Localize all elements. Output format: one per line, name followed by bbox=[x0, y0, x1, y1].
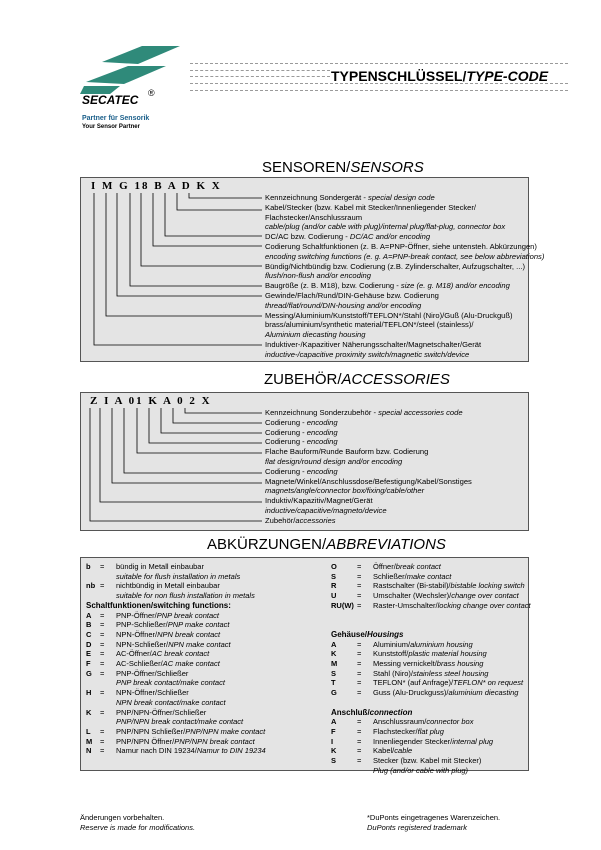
description-line: Codierung - encoding bbox=[265, 427, 338, 437]
abbreviation-row: Gehäuse/Housings bbox=[331, 629, 404, 639]
abbreviation-row: D = NPN-Schließer/NPN make contact bbox=[86, 639, 231, 649]
abbreviation-row: M = Messing vernickelt/brass housing bbox=[331, 659, 484, 668]
description-line: encoding switching functions (e. g. A=PNP-break contact, see below abbreviations) bbox=[265, 251, 545, 261]
abbreviation-row: Anschluß/connection bbox=[331, 707, 413, 717]
abbreviation-row: M = PNP/NPN Öffner/PNP/NPN break contact bbox=[86, 736, 255, 746]
abbreviation-row: C = NPN-Öffner/NPN break contact bbox=[86, 629, 221, 639]
abbreviation-row: Schaltfunktionen/switching functions: bbox=[86, 600, 231, 610]
description-line: Baugröße (z. B. M18), bzw. Codierung - size (e. g. M18) and/or encoding bbox=[265, 281, 510, 291]
accessories-code: Z I A 01 K A 0 2 X bbox=[90, 395, 212, 407]
accessories-title: ZUBEHÖR/ACCESSORIES bbox=[264, 371, 450, 388]
description-line: inductive/capacitive/magneto/device bbox=[265, 506, 387, 515]
tagline-de: Partner für Sensorik bbox=[82, 115, 150, 122]
abbreviation-row: L = PNP/NPN Schließer/PNP/NPN make contact bbox=[86, 726, 266, 736]
sensors-title: SENSOREN/SENSORS bbox=[262, 159, 424, 176]
description-line: Magnete/Winkel/Anschlussdose/Befestigung/Kabel/Sonstiges bbox=[265, 476, 472, 486]
description-line: Codierung Schaltfunktionen (z. B. A=PNP-Öffner, siehe untensteh. Abkürzungen) bbox=[265, 242, 537, 251]
abbreviation-row: nb = nichtbündig in Metall einbaubar bbox=[86, 581, 220, 591]
abbreviation-row: E = AC-Öffner/AC break contact bbox=[86, 649, 210, 659]
description-line: Induktiver-/Kapazitiver Näherungsschalter/Magnetschalter/Gerät bbox=[265, 340, 482, 349]
abbreviation-row: N = Namur nach DIN 19234/Namur to DIN 19234 bbox=[86, 746, 266, 756]
footer-right: *DuPonts eingetragenes Warenzeichen. DuPonts registered trademark bbox=[367, 813, 501, 832]
description-line: inductive-/capacitive proximity switch/magnetic switch/device bbox=[265, 349, 470, 359]
sensors-code: I M G 18 B A D K X bbox=[91, 180, 222, 192]
logo-text: SECATEC bbox=[82, 93, 139, 107]
description-line: Aluminium diecasting housing bbox=[265, 330, 366, 340]
description-line: Kennzeichnung Sonderzubehör - special accessories code bbox=[265, 408, 463, 417]
abbreviation-row: Plug (and/or cable with plug) bbox=[373, 765, 469, 775]
abbreviation-row: NPN break contact/make contact bbox=[116, 697, 226, 707]
description-line: flat design/round design and/or encoding bbox=[265, 457, 403, 466]
description-line: Codierung - encoding bbox=[265, 417, 338, 427]
description-line: Codierung - encoding bbox=[265, 437, 338, 447]
abbreviation-row: S = Stecker (bzw. Kabel mit Stecker) bbox=[331, 756, 482, 765]
abbreviation-row: suitable for non flush installation in metals bbox=[116, 591, 255, 601]
abbreviation-row: A = Anschlussraum/connector box bbox=[331, 717, 474, 727]
description-line: Gewinde/Flach/Rund/DIN-Gehäuse bzw. Codierung bbox=[265, 291, 439, 300]
description-line: magnets/angle/connector box/fixing/cable/other bbox=[265, 486, 425, 496]
description-line: flush/non-flush and/or encoding bbox=[265, 271, 371, 281]
description-line: Messing/Aluminium/Kunststoff/TEFLON*/Stahl (Niro)/Guß (Alu-Druckguß) bbox=[265, 310, 513, 320]
abbreviation-row: S = Schließer/make contact bbox=[331, 571, 452, 581]
description-line: Kabel/Stecker (bzw. Kabel mit Stecker/Innenliegender Stecker/ bbox=[265, 202, 477, 212]
abbreviation-row: A = PNP-Öffner/PNP break contact bbox=[86, 610, 219, 620]
registered-mark: ® bbox=[148, 88, 155, 98]
abbreviation-row: A = Aluminium/aluminium housing bbox=[331, 639, 473, 649]
description-line: DC/AC bzw. Codierung - DC/AC and/or encoding bbox=[265, 232, 431, 242]
abbreviation-row: K = Kabel/cable bbox=[331, 746, 413, 756]
abbreviation-row: G = PNP-Öffner/Schließer bbox=[86, 668, 189, 678]
abbreviation-row: suitable for flush installation in metals bbox=[116, 571, 241, 581]
footer-left: Änderungen vorbehalten. Reserve is made for modifications. bbox=[80, 813, 196, 832]
abbreviation-row: b = bündig in Metall einbaubar bbox=[86, 562, 204, 571]
abbreviation-row: T = TEFLON* (auf Anfrage)/TEFLON* on request bbox=[331, 678, 524, 688]
abbreviations-title: ABKÜRZUNGEN/ABBREVIATIONS bbox=[207, 536, 446, 553]
abbreviation-row: F = Flachstecker/flat plug bbox=[331, 726, 444, 736]
abbreviation-row: R = Rastschalter (Bi-stabil)/bistable locking switch bbox=[331, 581, 525, 591]
abbreviation-row: K = PNP/NPN-Öffner/Schließer bbox=[86, 707, 207, 717]
abbreviation-row: H = NPN-Öffner/Schließer bbox=[86, 688, 189, 698]
abbreviation-row: I = Innenliegender Stecker/internal plug bbox=[331, 736, 494, 746]
description-line: thread/flat/round/DIN-housing and/or encoding bbox=[265, 300, 422, 310]
description-line: Codierung - encoding bbox=[265, 466, 338, 476]
abbreviation-row: G = Guss (Alu-Druckguss)/aluminium diecasting bbox=[331, 688, 519, 698]
abbreviation-row: B = PNP-Schließer/PNP make contact bbox=[86, 620, 230, 630]
description-line: Induktiv/Kapazitiv/Magnet/Gerät bbox=[265, 496, 373, 506]
abbreviation-row: PNP break contact/make contact bbox=[116, 678, 225, 688]
abbreviation-row: U = Umschalter (Wechsler)/change over contact bbox=[331, 591, 519, 601]
abbreviation-row: S = Stahl (Niro)/stainless steel housing bbox=[331, 668, 489, 678]
description-line: Zubehör/accessories bbox=[265, 515, 336, 525]
tagline-en: Your Sensor Partner bbox=[82, 124, 140, 130]
abbreviation-row: K = Kunststoff/plastic material housing bbox=[331, 649, 487, 659]
page-title: TYPENSCHLÜSSEL/TYPE-CODE bbox=[331, 68, 549, 84]
abbreviation-row: F = AC-Schließer/AC make contact bbox=[86, 659, 220, 668]
description-line: Kennzeichnung Sondergerät - special design code bbox=[265, 193, 435, 202]
abbreviation-row: RU(W) = Raster-Umschalter/locking change over contact bbox=[331, 600, 531, 610]
description-line: cable/plug (and/or cable with plug)/internal plug/flat-plug, connector box bbox=[265, 222, 506, 232]
description-line: Flachstecker/Anschlussraum bbox=[265, 212, 363, 222]
description-line: Bündig/Nichtbündig bzw. Codierung (z.B. Zylinderschalter, Aufzugschalter, ...) bbox=[265, 261, 526, 271]
description-line: Flache Bauform/Runde Bauform bzw. Codierung bbox=[265, 447, 429, 457]
abbreviation-row: O = Öffner/break contact bbox=[331, 562, 441, 571]
abbreviation-row: PNP/NPN break contact/make contact bbox=[116, 717, 244, 727]
description-line: brass/aluminium/synthetic material/TEFLON*/steel (stainless)/ bbox=[265, 320, 474, 330]
